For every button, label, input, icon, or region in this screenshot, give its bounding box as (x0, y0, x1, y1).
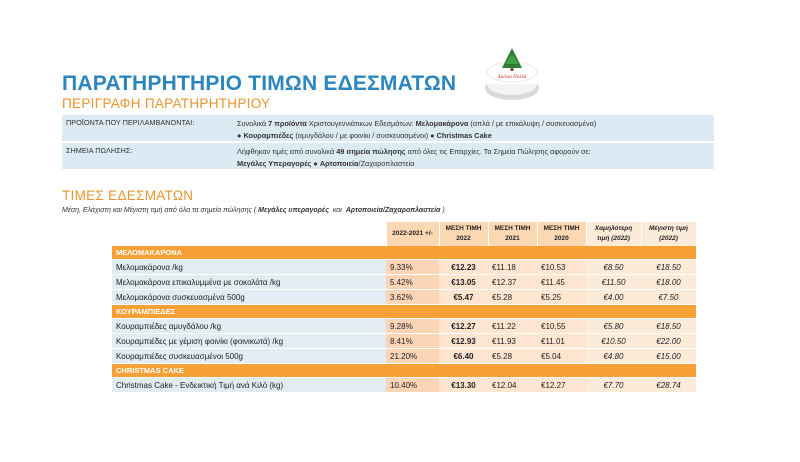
cake-inscription: Χρόνια Πολλά (497, 75, 527, 80)
max-2022-cell: €28.74 (641, 378, 696, 393)
change-cell: 9.33% (386, 260, 439, 275)
category-label: CHRISTMAS CAKE (112, 364, 696, 378)
min-2022-cell: €10.50 (586, 334, 641, 349)
change-cell: 9.28% (386, 319, 439, 334)
avg-2021-cell: €5.28 (488, 290, 537, 305)
avg-2021-cell: €5.28 (488, 349, 537, 364)
avg-2020-cell: €5.04 (537, 349, 586, 364)
sales-points-label: ΣΗΜΕΙΑ ΠΩΛΗΣΗΣ: (66, 146, 133, 155)
prices-heading: ΤΙΜΕΣ ΕΔΕΣΜΑΤΩΝ (62, 188, 194, 203)
table-row (112, 334, 696, 349)
table-header-row (112, 222, 696, 246)
product-label: Μελομακάρονα επικαλυμμένα με σοκολάτα /kg (112, 275, 386, 290)
header-change: 2022-2021 +/- (386, 222, 439, 246)
header-avg-2020: ΜΕΣΗ ΤΙΜΗ 2020 (537, 222, 586, 246)
avg-2020-cell: €11.01 (537, 334, 586, 349)
change-cell: 5.42% (386, 275, 439, 290)
avg-2020-cell: €10.55 (537, 319, 586, 334)
min-2022-cell: €4.80 (586, 349, 641, 364)
min-2022-cell: €5.80 (586, 319, 641, 334)
table-row (112, 378, 696, 393)
product-label: Κουραμπιέδες συσκευασμένοι 500g (112, 349, 386, 364)
product-label: Μελομακάρονα /kg (112, 260, 386, 275)
category-row (112, 246, 696, 260)
product-label: Κουραμπιέδες με γέμιση φοινίκι (φοινικωτά) /kg (112, 334, 386, 349)
table-row (112, 319, 696, 334)
product-label: Christmas Cake - Ενδεικτική Τιμή ανά Κιλό (kg) (112, 378, 386, 393)
products-label: ΠΡΟΪΟΝΤΑ ΠΟΥ ΠΕΡΙΛΑΜΒΑΝΟΝΤΑΙ: (66, 118, 195, 127)
max-2022-cell: €22.00 (641, 334, 696, 349)
avg-2022-cell: €12.93 (439, 334, 488, 349)
table-row (112, 349, 696, 364)
header-avg-2022: ΜΕΣΗ ΤΙΜΗ 2022 (439, 222, 488, 246)
change-cell: 8.41% (386, 334, 439, 349)
avg-2021-cell: €12.37 (488, 275, 537, 290)
min-2022-cell: €11.50 (586, 275, 641, 290)
category-row (112, 305, 696, 319)
change-cell: 10.40% (386, 378, 439, 393)
max-2022-cell: €18.00 (641, 275, 696, 290)
avg-2021-cell: €11.22 (488, 319, 537, 334)
table-row (112, 275, 696, 290)
avg-2022-cell: €12.23 (439, 260, 488, 275)
avg-2020-cell: €5.25 (537, 290, 586, 305)
christmas-cake-image (482, 44, 542, 104)
page-title: ΠΑΡΑΤΗΡΗΤΗΡΙΟ ΤΙΜΩΝ ΕΔΕΣΜΑΤΩΝ (62, 72, 457, 95)
max-2022-cell: €18.50 (641, 319, 696, 334)
max-2022-cell: €15.00 (641, 349, 696, 364)
prices-note: Μέση, Ελάχιστη και Μέγιστη τιμή από όλα τα σημεία πώλησης ( Μεγάλες υπεραγορές και Αρτοποιεία/Ζαχαροπλαστεία ) (62, 207, 445, 214)
products-info-row: ΠΡΟΪΟΝΤΑ ΠΟΥ ΠΕΡΙΛΑΜΒΑΝΟΝΤΑΙ: Συνολικά 7 προϊόντα Χριστουγεννιάτικων Εδεσμάτων: Μελομακάρονα (απλά / με επικάλυψη / συσκευασμένα) ● Κουραμπιέδες (αμυγδάλου / με φοινίκι / συσκευασμένοι) ● Christmas Cake (62, 115, 714, 141)
max-2022-cell: €7.50 (641, 290, 696, 305)
avg-2021-cell: €11.18 (488, 260, 537, 275)
sales-points-info-row: ΣΗΜΕΙΑ ΠΩΛΗΣΗΣ: Λήφθηκαν τιμές από συνολικά 49 σημεία πώλησης από όλες τις Επαρχίες. Τα Σημεία Πώλησης αφορούν σε: Μεγάλες Υπεραγορές ● Αρτοποιεία/Ζαχαροπλαστεία (62, 143, 714, 169)
avg-2022-cell: €12.27 (439, 319, 488, 334)
change-cell: 21.20% (386, 349, 439, 364)
header-min-2022: Χαμηλότερη τιμή (2022) (586, 222, 641, 246)
avg-2022-cell: €6.40 (439, 349, 488, 364)
product-label: Μελομακάρονα συσκευασμένα 500g (112, 290, 386, 305)
avg-2020-cell: €11.45 (537, 275, 586, 290)
category-label: ΚΟΥΡΑΜΠΙΕΔΕΣ (112, 305, 696, 319)
min-2022-cell: €8.50 (586, 260, 641, 275)
min-2022-cell: €7.70 (586, 378, 641, 393)
products-count: 7 προϊόντα (268, 119, 307, 128)
category-label: ΜΕΛΟΜΑΚΑΡΟΝΑ (112, 246, 696, 260)
header-avg-2021: ΜΕΣΗ ΤΙΜΗ 2021 (488, 222, 537, 246)
avg-2020-cell: €12.27 (537, 378, 586, 393)
avg-2022-cell: €13.30 (439, 378, 488, 393)
change-cell: 3.62% (386, 290, 439, 305)
sales-points-count: 49 σημεία πώλησης (336, 147, 406, 156)
category-row (112, 364, 696, 378)
avg-2021-cell: €11.93 (488, 334, 537, 349)
table-row (112, 260, 696, 275)
prices-table (112, 222, 697, 393)
observatory-description-heading: ΠΕΡΙΓΡΑΦΗ ΠΑΡΑΤΗΡΗΤΗΡΙΟΥ (62, 96, 271, 111)
avg-2020-cell: €10.53 (537, 260, 586, 275)
min-2022-cell: €4.00 (586, 290, 641, 305)
product-label: Κουραμπιέδες αμυγδάλου /kg (112, 319, 386, 334)
avg-2022-cell: €5.47 (439, 290, 488, 305)
avg-2021-cell: €12.04 (488, 378, 537, 393)
max-2022-cell: €18.50 (641, 260, 696, 275)
header-max-2022: Μέγιστη τιμή (2022) (641, 222, 696, 246)
table-row (112, 290, 696, 305)
avg-2022-cell: €13.05 (439, 275, 488, 290)
